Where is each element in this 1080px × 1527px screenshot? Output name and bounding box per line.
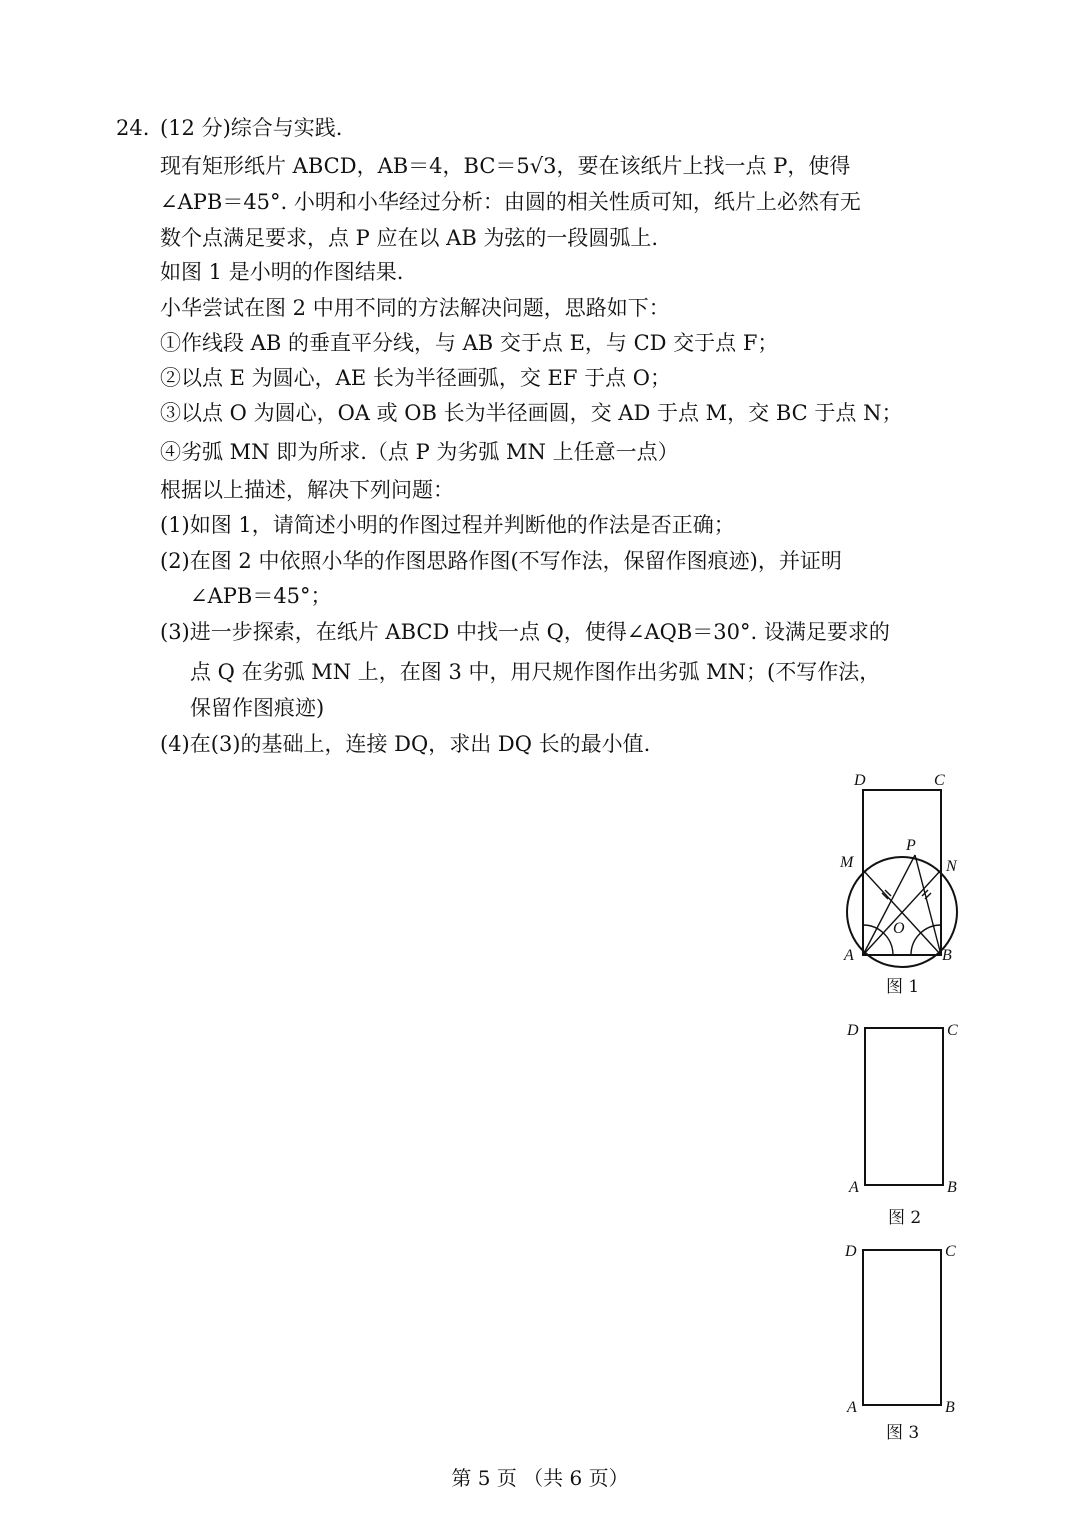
figure-1-caption: 图 1 [886, 977, 920, 997]
label-c: C [934, 772, 945, 789]
figure-1 [830, 765, 970, 995]
label-d: D [854, 772, 866, 789]
label-p: P [906, 837, 916, 854]
text-line: 小华尝试在图 2 中用不同的方法解决问题，思路如下： [160, 296, 670, 320]
label-c: C [945, 1243, 956, 1260]
subquestion-2-cont: ∠APB＝45°； [190, 584, 332, 608]
question-title: (12 分)综合与实践. [160, 116, 343, 140]
label-a: A [847, 1399, 857, 1416]
label-d: D [847, 1022, 859, 1039]
text-line: ∠APB＝45°. 小明和小华经过分析：由圆的相关性质可知，纸片上必然有无 [160, 190, 861, 214]
label-c: C [947, 1022, 958, 1039]
label-b: B [945, 1399, 955, 1416]
subquestion-4: (4)在(3)的基础上，连接 DQ，求出 DQ 长的最小值. [160, 732, 651, 756]
figure-3-caption: 图 3 [886, 1423, 920, 1443]
label-a: A [849, 1179, 859, 1196]
label-m: M [840, 854, 854, 871]
figure-3 [835, 1238, 975, 1418]
figure-2 [835, 1015, 975, 1200]
step-1: ①作线段 AB 的垂直平分线，与 AB 交于点 E，与 CD 交于点 F； [160, 331, 779, 355]
subquestion-3-cont: 点 Q 在劣弧 MN 上，在图 3 中，用尺规作图作出劣弧 MN；(不写作法， [190, 660, 881, 684]
text-line: 根据以上描述，解决下列问题： [160, 478, 454, 502]
subquestion-3-cont: 保留作图痕迹) [190, 696, 325, 720]
figure-2-caption: 图 2 [888, 1208, 922, 1228]
rectangle-abcd [865, 1028, 943, 1185]
rectangle-abcd [863, 1250, 941, 1405]
label-d: D [845, 1243, 857, 1260]
label-b: B [942, 947, 952, 964]
subquestion-2: (2)在图 2 中依照小华的作图思路作图(不写作法，保留作图痕迹)，并证明 [160, 549, 842, 573]
label-a: A [844, 947, 854, 964]
subquestion-1: (1)如图 1，请简述小明的作图过程并判断他的作法是否正确； [160, 513, 735, 537]
label-b: B [947, 1179, 957, 1196]
text-line: 数个点满足要求，点 P 应在以 AB 为弦的一段圆弧上. [160, 226, 659, 250]
text-line: 现有矩形纸片 ABCD，AB＝4，BC＝5√3，要在该纸片上找一点 P，使得 [160, 154, 851, 178]
step-3: ③以点 O 为圆心，OA 或 OB 长为半径画圆，交 AD 于点 M，交 BC 于点 N； [160, 401, 903, 425]
question-number: 24. [116, 116, 150, 140]
step-4: ④劣弧 MN 即为所求.（点 P 为劣弧 MN 上任意一点） [160, 440, 679, 464]
label-n: N [946, 858, 957, 875]
subquestion-3: (3)进一步探索，在纸片 ABCD 中找一点 Q，使得∠AQB＝30°. 设满足要求的 [160, 620, 890, 644]
page-footer: 第 5 页 （共 6 页） [451, 1466, 629, 1490]
text-line: 如图 1 是小明的作图结果. [160, 260, 404, 284]
step-2: ②以点 E 为圆心，AE 长为半径画弧，交 EF 于点 O； [160, 366, 671, 390]
label-o: O [893, 920, 905, 937]
